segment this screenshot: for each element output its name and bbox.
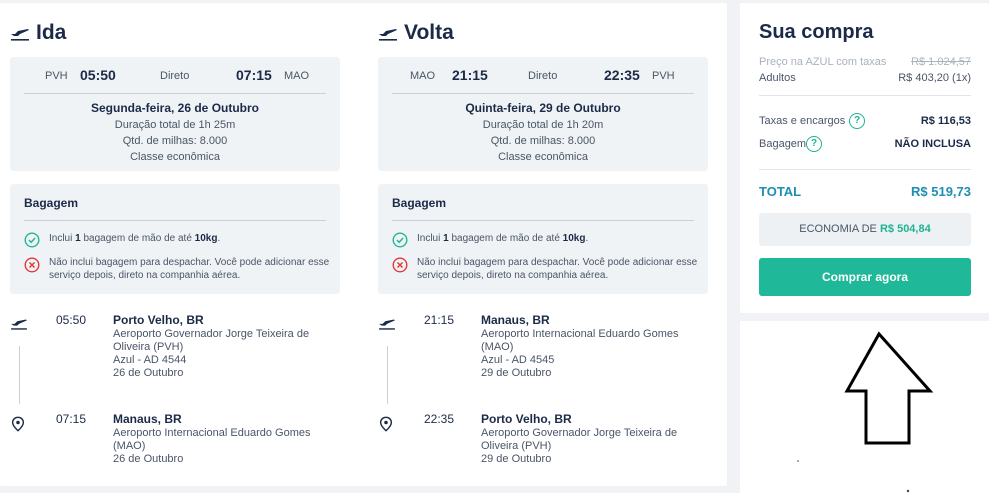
segment-connector-line [387,346,388,404]
flight-miles: Qtd. de milhas: 8.000 [490,135,596,147]
adults-value: R$ 403,20 (1x) [898,72,971,84]
arrival-segment [10,412,348,472]
carry-weight: 10kg [562,233,586,244]
help-icon[interactable]: ? [806,136,822,152]
flight-type: Direto [528,70,558,82]
segment-airport: Aeroporto Governador Jorge Teixeira de Oliveira (PVH) [481,427,678,452]
economy-value: R$ 504,84 [879,223,931,235]
segment-flight: Azul - AD 4545 [481,354,555,366]
segment-time: 21:15 [424,313,455,327]
divider [759,95,971,96]
arrive-time: 07:15 [236,67,272,83]
return-leg [378,3,716,486]
azul-price-row [759,56,971,70]
checked-bag-text: Não inclui bagagem para despachar. Você pode adicionar esse serviço depois, direto na companhia aérea. [417,257,698,281]
carry-count: 1 [75,233,81,244]
outbound-summary [10,57,340,171]
outbound-title-text: Ida [36,21,67,44]
return-summary [378,57,708,171]
total-row [759,184,971,199]
baggage-row [759,136,971,154]
outbound-title [10,19,66,47]
carry-on-item [24,232,330,248]
segment-date: 29 de Outubro [481,453,552,465]
segment-date: 26 de Outubro [113,367,184,379]
divider [24,93,326,94]
azul-price-label: Preço na AZUL com taxas [759,56,887,68]
segment-connector-line [19,346,20,404]
economy-label: ECONOMIA DE [799,223,880,235]
segment-airport: Aeroporto Governador Jorge Teixeira de Oliveira (PVH) [113,328,310,353]
baggage-title: Bagagem [24,196,79,210]
depart-time: 21:15 [452,67,488,83]
secondary-card [740,321,989,493]
flight-cabin: Classe econômica [130,151,220,163]
return-title-text: Volta [404,21,454,44]
departure-segment [10,313,348,383]
flight-date: Segunda-feira, 26 de Outubro [90,101,260,115]
plane-takeoff-icon [10,316,28,330]
segment-airport: Aeroporto Internacional Eduardo Gomes (MAO) [481,328,679,353]
carry-prefix: Inclui [417,233,444,244]
location-pin-icon [378,415,394,433]
origin-code: PVH [45,70,68,82]
outbound-leg [10,3,348,486]
plane-takeoff-icon [10,25,30,41]
segment-time: 05:50 [56,313,87,327]
carry-mid: bagagem de mão de até [80,233,195,244]
return-baggage [378,184,708,294]
check-circle-icon [392,232,408,248]
carry-weight: 10kg [194,233,218,244]
adults-row [759,72,971,86]
total-value: R$ 519,73 [911,184,971,199]
checked-bag-text: Não inclui bagagem para despachar. Você pode adicionar esse serviço depois, direto na companhia aérea. [49,257,330,281]
checked-bag-item [392,257,698,283]
carry-suffix: . [585,233,589,244]
flight-duration: Duração total de 1h 25m [114,119,236,131]
x-circle-icon [392,257,408,273]
plane-takeoff-icon [378,25,398,41]
flight-details-card [0,3,727,486]
arrival-segment [378,412,716,472]
departure-segment [378,313,716,383]
segment-city: Manaus, BR [113,412,182,426]
divider [392,93,694,94]
checked-bag-item [24,257,330,283]
return-title [378,19,454,47]
carry-mid: bagagem de mão de até [448,233,563,244]
check-circle-icon [24,232,40,248]
segment-time: 07:15 [56,412,87,426]
segment-time: 22:35 [424,412,455,426]
flight-date: Quinta-feira, 29 de Outubro [465,101,621,115]
buy-now-button[interactable]: Comprar agora [759,258,971,296]
carry-suffix: . [217,233,221,244]
destination-code: MAO [284,70,310,82]
flight-cabin: Classe econômica [498,151,588,163]
divider [392,220,694,221]
adults-label: Adultos [759,72,796,84]
carry-count: 1 [443,233,449,244]
baggage-title: Bagagem [392,196,447,210]
depart-time: 05:50 [80,67,116,83]
azul-price-value: R$ 1.024,57 [911,56,971,68]
x-circle-icon [24,257,40,273]
segment-date: 29 de Outubro [481,367,552,379]
purchase-title: Sua compra [759,21,874,43]
segment-flight: Azul - AD 4544 [113,354,187,366]
divider [24,220,326,221]
segment-airport: Aeroporto Internacional Eduardo Gomes (MAO) [113,427,311,452]
outbound-baggage [10,184,340,294]
flight-duration: Duração total de 1h 20m [482,119,604,131]
baggage-label: Bagagem [759,137,807,150]
help-icon[interactable]: ? [849,113,865,129]
flight-miles: Qtd. de milhas: 8.000 [122,135,228,147]
purchase-summary-card [740,3,989,313]
up-arrow-annotation [740,321,989,493]
carry-prefix: Inclui [49,233,76,244]
carry-on-item [392,232,698,248]
destination-code: PVH [652,70,675,82]
plane-takeoff-icon [378,316,396,330]
location-pin-icon [10,415,26,433]
segment-city: Manaus, BR [481,313,550,327]
taxes-value: R$ 116,53 [920,115,971,127]
divider [759,169,971,170]
arrive-time: 22:35 [604,67,640,83]
segment-city: Porto Velho, BR [113,313,204,327]
segment-date: 26 de Outubro [113,453,184,465]
flight-type: Direto [160,70,190,82]
origin-code: MAO [410,70,436,82]
segment-city: Porto Velho, BR [481,412,572,426]
total-label: TOTAL [759,184,802,199]
baggage-value: NÃO INCLUSA [894,138,971,150]
taxes-label: Taxas e encargos [759,114,846,127]
economy-badge [759,213,971,246]
taxes-row [759,113,971,131]
